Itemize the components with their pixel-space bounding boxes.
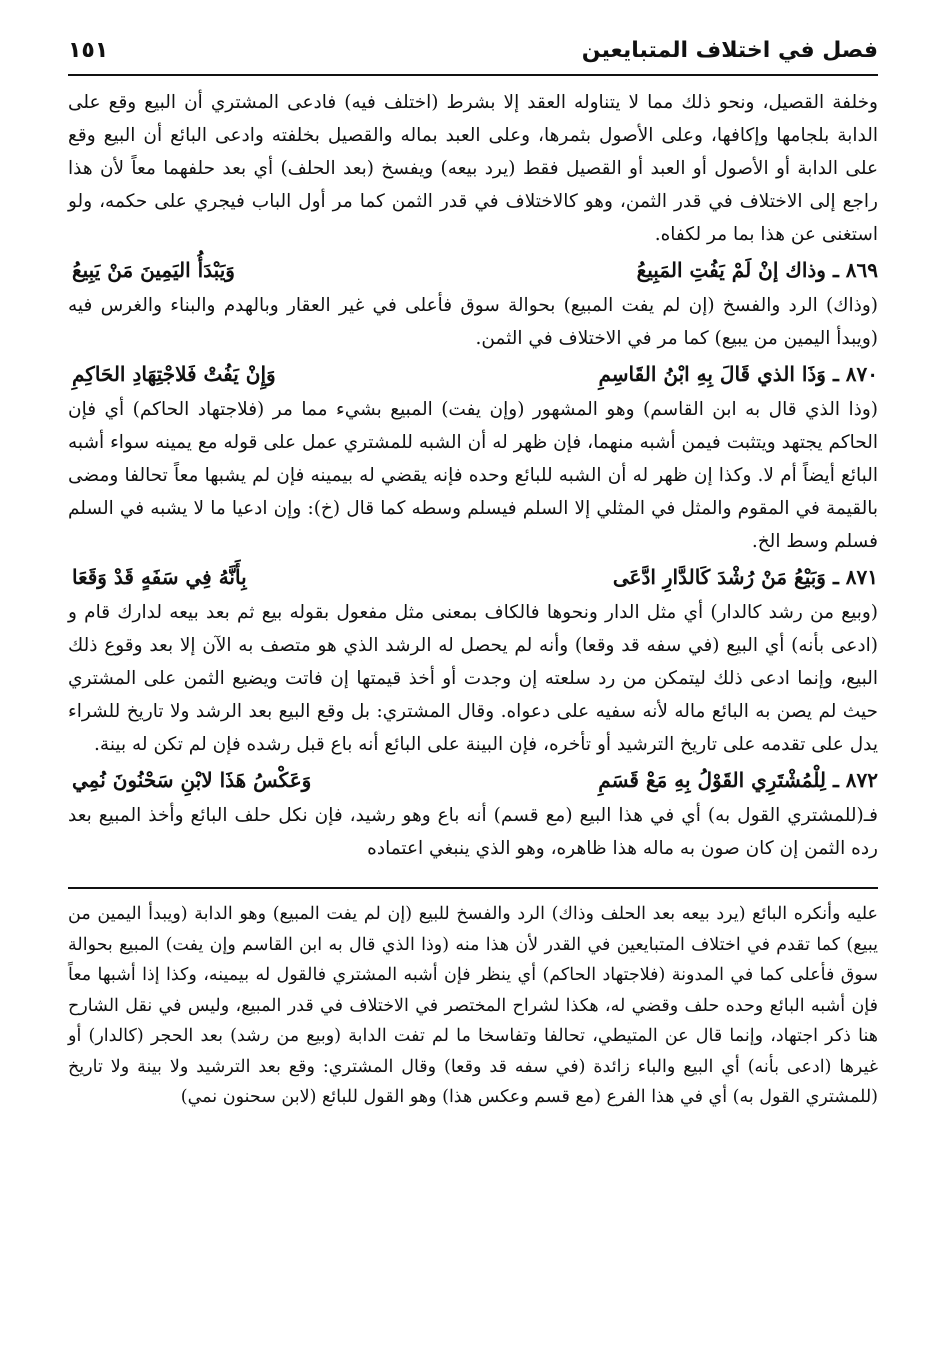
main-text bbox=[68, 86, 878, 865]
chapter-title: فصل في اختلاف المتبايعين bbox=[581, 37, 878, 63]
commentary-paragraph: (وذاك) الرد والفسخ (إن لم يفت المبيع) بحوالة سوق فأعلى في غير العقار وبالهدم والبناء والغرس فيه (ويبدأ اليمين من يبيع) كما مر في الاختلاف في الثمن. bbox=[68, 295, 878, 349]
verse-hemistich-first: وَبَيْعُ مَنْ رُشْدَ كَالدَّارِ ادَّعَى bbox=[612, 565, 826, 589]
verse-hemistich-first: وَذَا الذي قَالَ بِهِ ابْنُ القَاسِمِ bbox=[598, 362, 826, 386]
verse-number: ٨٧١ ـ bbox=[832, 565, 878, 589]
header-divider bbox=[68, 74, 878, 76]
page-header bbox=[68, 28, 878, 72]
verse-line bbox=[68, 761, 878, 799]
commentary-paragraph: (وذا الذي قال به ابن القاسم) وهو المشهور (وإن يفت) المبيع بشيء مما مر (فلاجتهاد الحاكم) أي فإن الحاكم يجتهد ويتثبت فيمن أشبه منهما، فإن ظهر له أن الشبه للمشتري عمل على قوله مع يمينه سواء أشبه البائع أيضاً أم لا. وكذا إن ظهر له أن الشبه للبائع وحده فإنه يقضي له بيمينه فإن لم يشبها معاً تحالفا ومضى بالقيمة في المقوم والمثل في المثلي إلا السلم فيسلم وسطه كما قال (خ): وإن ادعيا ما لا يشبه في السلم فسلم وسط الخ. bbox=[68, 399, 878, 552]
verse-hemistich-first: وذاك إنْ لَمْ يَفُتِ المَبِيعُ bbox=[636, 258, 826, 282]
page-number: ١٥١ bbox=[68, 37, 109, 63]
verse-line bbox=[68, 558, 878, 596]
verse-hemistich-second: وَعَكْسُ هَذَا لابْنِ سَحْنُونَ نُمِي bbox=[72, 768, 312, 792]
verse-number: ٨٧٠ ـ bbox=[832, 362, 878, 386]
verse-line bbox=[68, 355, 878, 393]
commentary-paragraph: (وبيع من رشد كالدار) أي مثل الدار ونحوها فالكاف بمعنى مثل مفعول بقوله بيع ثم بعد بيعه لدارك قام و (ادعى بأنه) أي البيع (في سفه قد وقعا) وأنه لم يحصل له الرشد الذي هو متصف به الآن إلا بعد وقوع ذلك البيع، وإنما ادعى ذلك ليتمكن من رد سلعته إن وجدت أو أخذ قيمتها إن فاتت ويضيع الثمن على المشتري حيث لم يصن به البائع ماله لأنه سفيه على دعواه. وقال المشتري: بل وقع البيع بعد الرشد ولا تاريخ للشراء يدل على تقدمه على تاريخ الترشيد أو تأخره، فإن البينة على البائع أنه باع قبل رشده فإن لم تكن له بينة. bbox=[68, 602, 878, 755]
footnote-block bbox=[68, 899, 878, 1113]
verse-line bbox=[68, 251, 878, 289]
verse-hemistich-second: وَيَبْدَأُ اليَمِينَ مَنْ يَبِيعُ bbox=[72, 258, 235, 282]
verse-number: ٨٧٢ ـ bbox=[832, 768, 878, 792]
footnote-paragraph: عليه وأنكره البائع (يرد بيعه بعد الحلف وذاك) الرد والفسخ للبيع (إن لم يفت المبيع) وهو الدابة (ويبدأ اليمين من يبيع) كما تقدم في اختلاف المتبايعين في القدر لأن هذا منه (وذا الذي قال به ابن القاسم وإن يفت) المبيع بحوالة سوق فأعلى كما في المدونة (فلاجتهاد الحاكم) أي ينظر فإن أشبه المشتري فالقول له بيمينه، وكذا إذا أشبها معاً فإن أشبه البائع وحده حلف وقضي له، هكذا لشراح المختصر في الاختلاف في قدر المبيع، وليس في نقل الشارح هنا ذكر اجتهاد، وإنما قال عن المتيطي، تحالفا وتفاسخا ما لم تفت الدابة (وبيع من رشد) بعد الحجر (كالدار) أو غيرها (ادعى بأنه) أي البيع والباء زائدة (في سفه قد وقعا) وقال المشتري: وقع بعد الترشيد ولا بينة ولا تاريخ (للمشتري القول به) أي في هذا الفرع (مع قسم وعكس هذا) وهو القول للبائع (لابن سحنون نمي) bbox=[68, 904, 878, 1107]
footnote-divider bbox=[68, 887, 878, 889]
verse-hemistich-second: وَإِنْ يَفُتْ فَلاجْتِهَادِ الحَاكِمِ bbox=[72, 362, 276, 386]
commentary-paragraph: فـ(للمشتري القول به) أي في هذا البيع (مع قسم) أنه باع وهو رشيد، فإن نكل حلف البائع وأخذ المبيع بعد رده الثمن إن كان صون به ماله هذا ظاهره، وهو الذي ينبغي اعتماده bbox=[68, 805, 878, 859]
page bbox=[68, 28, 878, 1338]
verse-hemistich-second: بِأَنَّهُ فِي سَفَهٍ قَدْ وَقَعَا bbox=[72, 565, 247, 589]
verse-number: ٨٦٩ ـ bbox=[832, 258, 878, 282]
verse-hemistich-first: لِلْمُشْتَرِي القَوْلُ بِهِ مَعْ قَسَمِ bbox=[598, 768, 826, 792]
commentary-paragraph: وخلفة القصيل، ونحو ذلك مما لا يتناوله العقد إلا بشرط (اختلف فيه) فادعى المشتري أن البيع وقع على الدابة بلجامها وإكافها، وعلى الأصول بثمرها، وعلى العبد بماله والقصيل بخلفته وادعى البائع أن البيع وقع على الدابة أو الأصول أو العبد أو القصيل فقط (يرد بيعه) ويفسخ (بعد الحلف) أي بعد حلفهما معاً لأن هذا راجع إلى الاختلاف في قدر الثمن، وهو كالاختلاف في قدر الثمن كما مر أول الباب فيجري على حكمه، ولو استغنى عن هذا بما مر لكفاه. bbox=[68, 92, 878, 245]
